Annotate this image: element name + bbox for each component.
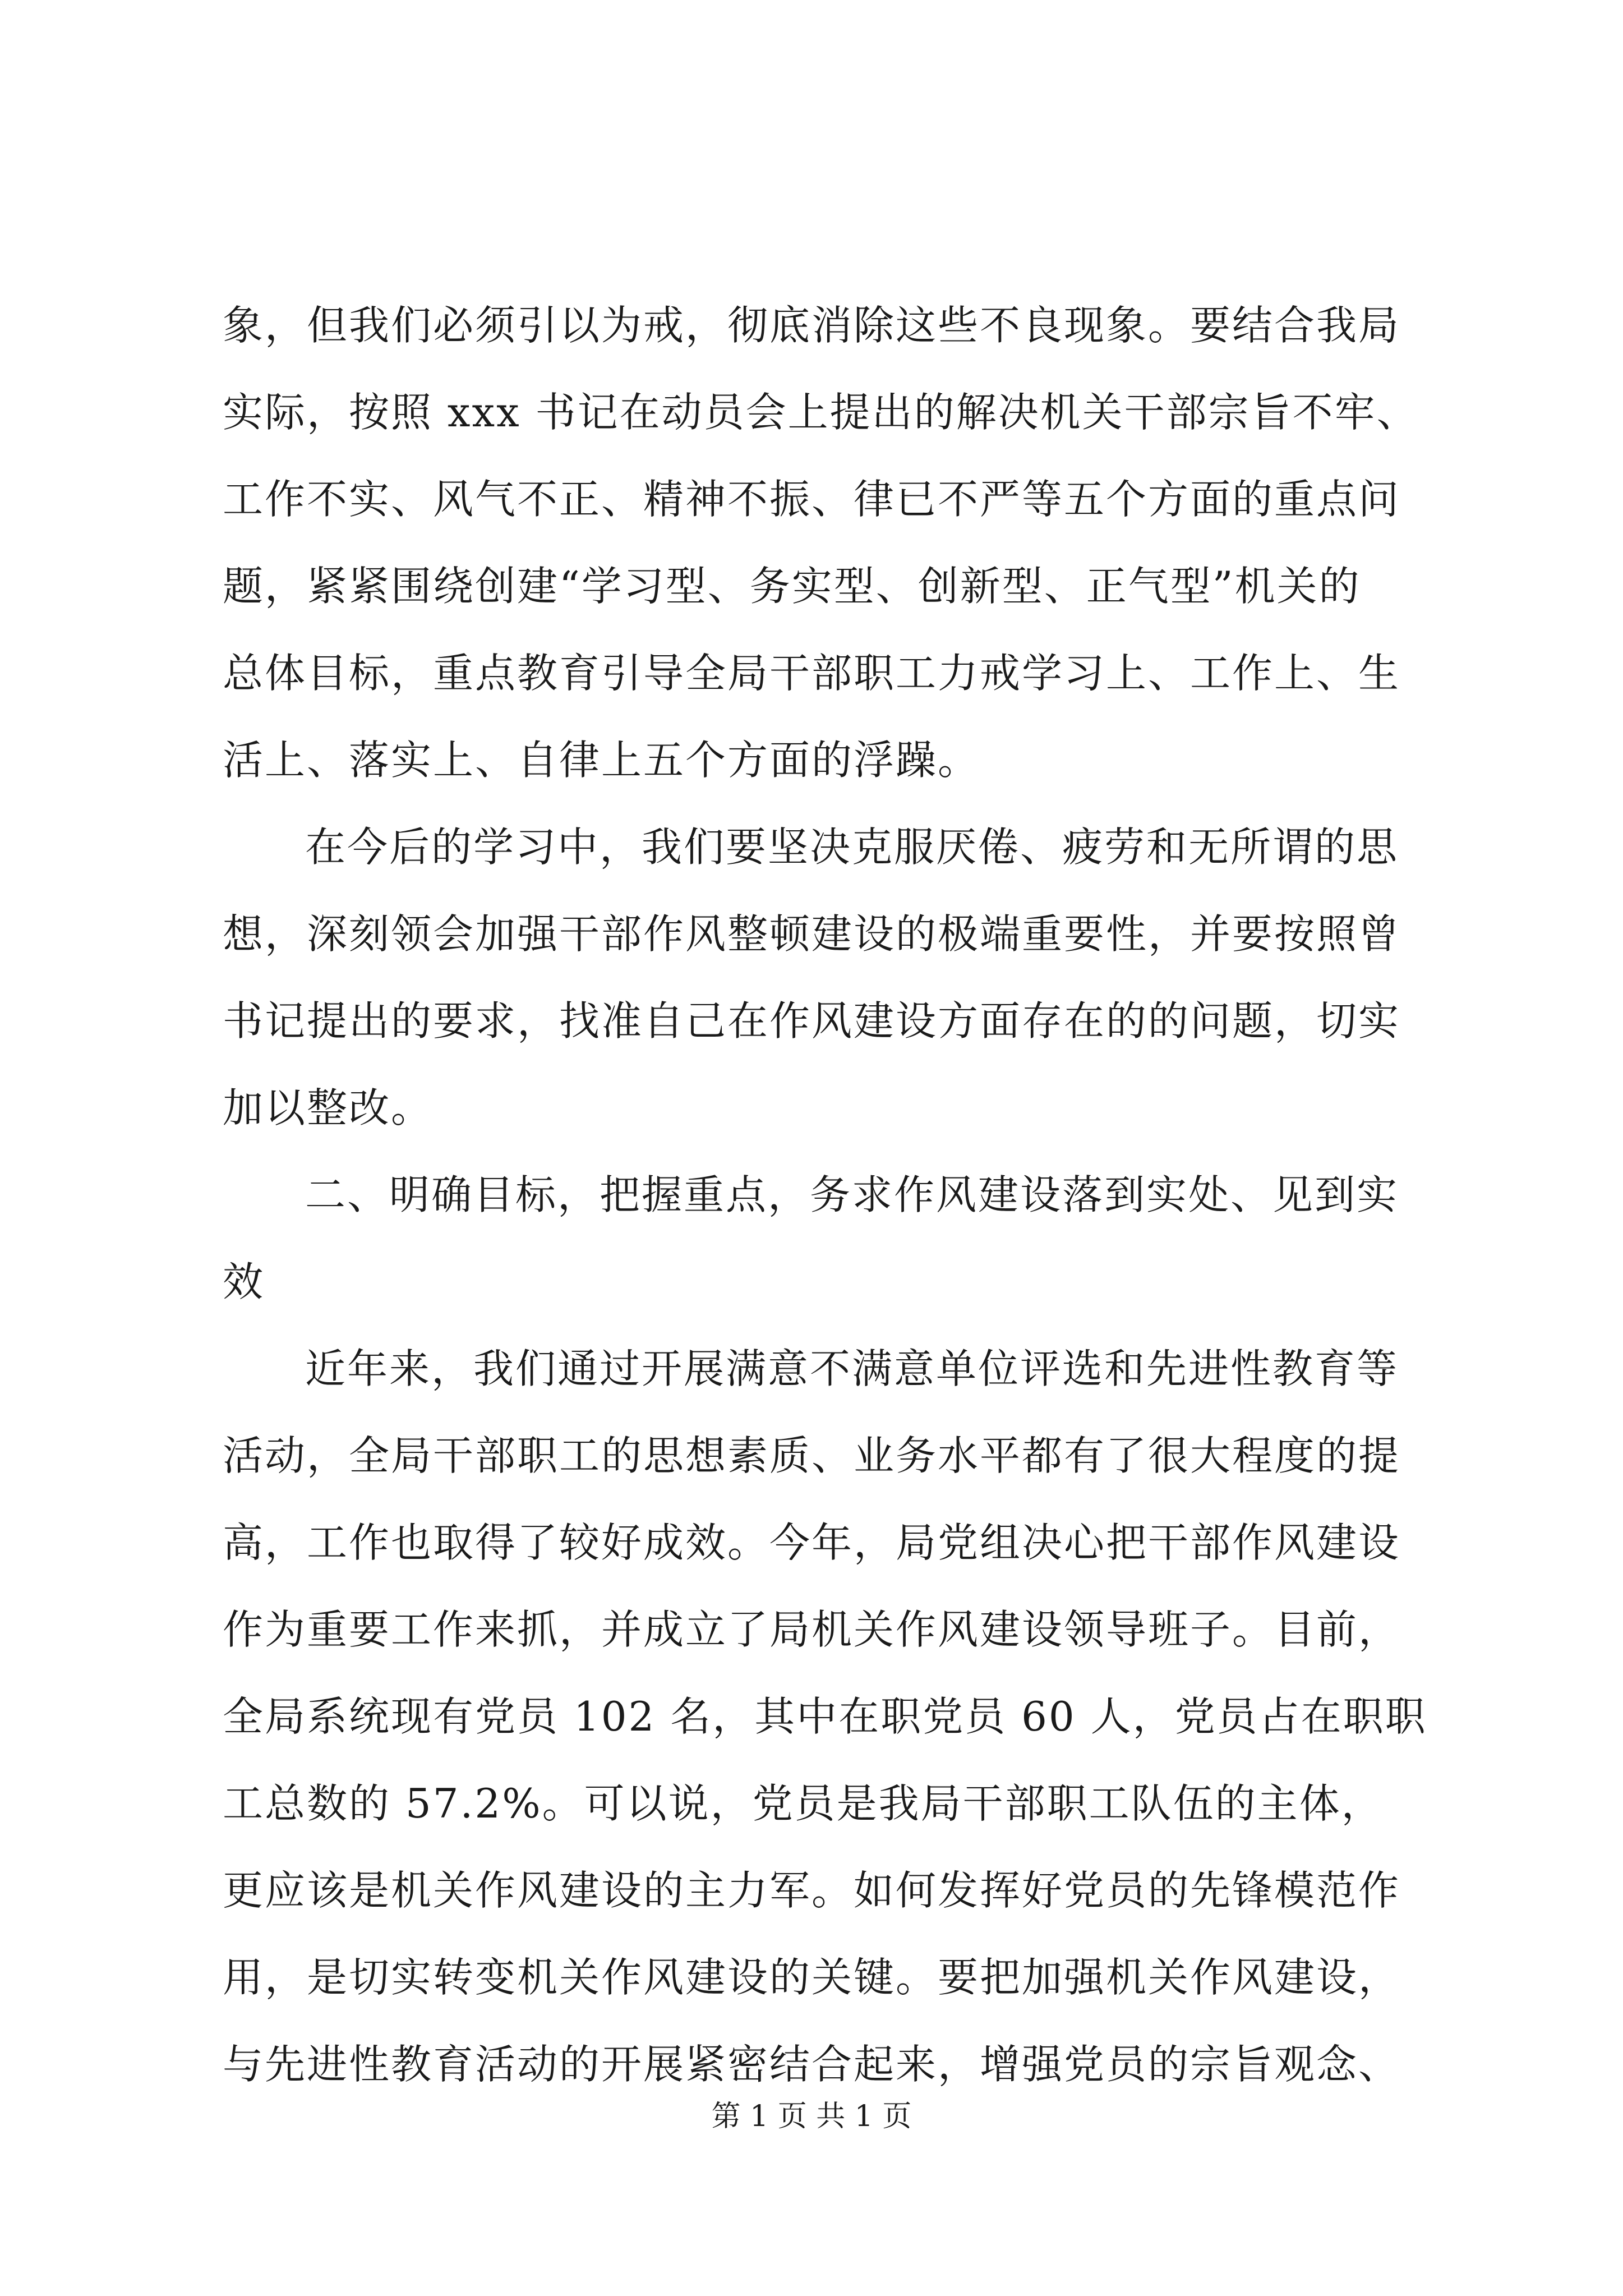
body-line: 工总数的 57.2%。可以说，党员是我局干部职工队伍的主体， — [223, 1780, 1384, 1827]
body-line: 活动，全局干部职工的思想素质、业务水平都有了很大程度的提 — [223, 1432, 1401, 1479]
body-line: 用，是切实转变机关作风建设的关键。要把加强机关作风建设， — [223, 1954, 1401, 2001]
body-line: 象，但我们必须引以为戒，彻底消除这些不良现象。要结合我局 — [223, 302, 1401, 349]
page-footer: 第 1 页 共 1 页 — [711, 2100, 912, 2133]
section-heading-cont: 效 — [223, 1258, 265, 1305]
body-line: 与先进性教育活动的开展紧密结合起来，增强党员的宗旨观念、 — [223, 2041, 1401, 2088]
body-line: 书记提出的要求，找准自己在作风建设方面存在的的问题，切实 — [223, 997, 1401, 1045]
body-line: 总体目标，重点教育引导全局干部职工力戒学习上、工作上、生 — [223, 650, 1401, 697]
body-line: 全局系统现有党员 102 名，其中在职党员 60 人，党员占在职职 — [223, 1693, 1427, 1740]
section-heading: 二、明确目标，把握重点，务求作风建设落到实处、见到实 — [305, 1171, 1399, 1218]
body-line: 题，紧紧围绕创建“学习型、务实型、创新型、正气型”机关的 — [223, 563, 1361, 610]
body-line: 加以整改。 — [223, 1084, 434, 1131]
body-line: 活上、落实上、自律上五个方面的浮躁。 — [223, 737, 980, 784]
paragraph-first-line: 近年来，我们通过开展满意不满意单位评选和先进性教育等 — [305, 1345, 1399, 1392]
body-line: 作为重要工作来抓，并成立了局机关作风建设领导班子。目前， — [223, 1606, 1401, 1653]
paragraph-first-line: 在今后的学习中，我们要坚决克服厌倦、疲劳和无所谓的思 — [305, 823, 1399, 871]
body-line: 实际，按照 xxx 书记在动员会上提出的解决机关干部宗旨不牢、 — [223, 389, 1419, 436]
body-line: 工作不实、风气不正、精神不振、律已不严等五个方面的重点问 — [223, 476, 1401, 523]
body-line: 想，深刻领会加强干部作风整顿建设的极端重要性，并要按照曾 — [223, 910, 1401, 958]
body-line: 更应该是机关作风建设的主力军。如何发挥好党员的先锋模范作 — [223, 1867, 1401, 1914]
body-line: 高，工作也取得了较好成效。今年，局党组决心把干部作风建设 — [223, 1519, 1401, 1566]
